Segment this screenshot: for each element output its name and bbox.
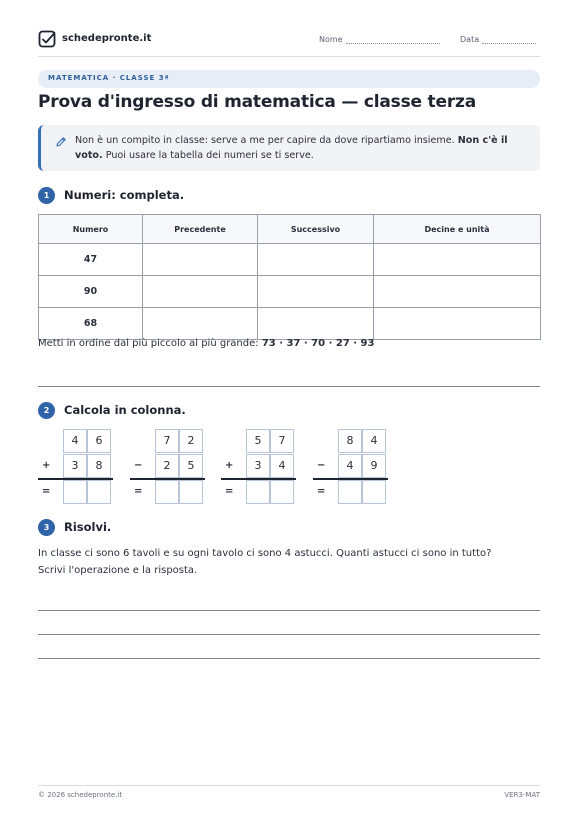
section-3-title: Risolvi. <box>64 520 112 534</box>
word-problem <box>38 545 540 579</box>
digit-cell: 3 <box>63 454 87 478</box>
digit-cell: 4 <box>270 454 294 478</box>
answer-cell-decine-unita[interactable] <box>374 276 541 308</box>
problem-text: In classe ci sono 6 tavoli e su ogni tavolo ci sono 4 astucci. Quanti astucci ci sono in tutto? <box>38 548 492 559</box>
digit-cell: 4 <box>63 429 87 453</box>
digit-cell: 4 <box>362 429 386 453</box>
date-blank[interactable] <box>482 35 536 44</box>
table-row <box>39 308 541 340</box>
note-text <box>75 133 535 163</box>
subject-tag <box>38 70 540 88</box>
digit-cell: 5 <box>179 454 203 478</box>
answer-cell-decine-unita[interactable] <box>374 308 541 340</box>
operator-sign: − <box>317 460 326 471</box>
result-cell[interactable] <box>338 480 362 504</box>
operator-sign: + <box>42 460 51 471</box>
result-cell[interactable] <box>155 480 179 504</box>
answer-line[interactable] <box>38 634 540 635</box>
note-no-grade: Non c'è il voto. <box>75 135 508 161</box>
date-label: Data <box>460 35 480 44</box>
digit-cell: 7 <box>270 429 294 453</box>
page-title: Prova d'ingresso di matematica — classe terza <box>38 92 476 112</box>
name-label: Nome <box>319 35 343 44</box>
digit-cell: 2 <box>155 454 179 478</box>
digit-cell: 9 <box>362 454 386 478</box>
answer-cell-successivo[interactable] <box>258 244 374 276</box>
pencil-icon <box>55 136 67 148</box>
digit-cell: 3 <box>246 454 270 478</box>
brand-name: schedepronte.it <box>62 33 152 44</box>
column-header: Numero <box>39 215 143 244</box>
result-cell[interactable] <box>270 480 294 504</box>
page-header <box>38 28 540 54</box>
result-cell[interactable] <box>63 480 87 504</box>
table-row <box>39 244 541 276</box>
result-cell[interactable] <box>246 480 270 504</box>
answer-line[interactable] <box>38 658 540 659</box>
answer-cell-precedente[interactable] <box>143 276 258 308</box>
result-cell[interactable] <box>362 480 386 504</box>
column-header: Precedente <box>143 215 258 244</box>
note-text-2: Puoi usare la tabella dei numeri se ti serve. <box>105 150 314 161</box>
section-2-badge: 2 <box>38 402 55 419</box>
order-prompt: Metti in ordine dal più piccolo al più grande: <box>38 338 259 349</box>
checkbox-logo-icon <box>38 30 56 48</box>
number-cell: 68 <box>39 308 143 340</box>
section-1-title: Numeri: completa. <box>64 188 185 202</box>
digit-cell: 7 <box>155 429 179 453</box>
number-cell: 47 <box>39 244 143 276</box>
answer-cell-precedente[interactable] <box>143 244 258 276</box>
answer-cell-successivo[interactable] <box>258 276 374 308</box>
problem-instruction: Scrivi l'operazione e la risposta. <box>38 565 198 576</box>
order-numbers: 73 · 37 · 70 · 27 · 93 <box>261 338 375 349</box>
footer-copyright: © 2026 schedepronte.it <box>38 791 123 799</box>
column-header: Decine e unità <box>374 215 541 244</box>
result-cell[interactable] <box>87 480 111 504</box>
equals-sign: = <box>134 486 143 497</box>
table-header-row <box>39 215 541 244</box>
number-cell: 90 <box>39 276 143 308</box>
worksheet-page <box>38 0 540 819</box>
digit-cell: 8 <box>87 454 111 478</box>
section-1-badge: 1 <box>38 187 55 204</box>
answer-cell-precedente[interactable] <box>143 308 258 340</box>
numbers-table <box>38 214 541 340</box>
order-instruction <box>38 338 374 349</box>
column-operation <box>38 429 113 503</box>
digit-cell: 2 <box>179 429 203 453</box>
column-header: Successivo <box>258 215 374 244</box>
answer-line[interactable] <box>38 386 540 387</box>
digit-cell: 8 <box>338 429 362 453</box>
note-text-1: Non è un compito in classe: serve a me per capire da dove ripartiamo insieme. <box>75 135 455 146</box>
digit-cell: 4 <box>338 454 362 478</box>
column-operation <box>221 429 296 503</box>
footer-divider <box>38 785 540 786</box>
table-row <box>39 276 541 308</box>
equals-sign: = <box>317 486 326 497</box>
subject-tag-label: MATEMATICA · CLASSE 3ª <box>48 74 170 82</box>
column-operation <box>313 429 388 503</box>
operator-sign: − <box>134 460 143 471</box>
footer-code: VER3-MAT <box>504 791 540 799</box>
name-blank[interactable] <box>346 35 440 44</box>
digit-cell: 5 <box>246 429 270 453</box>
equals-sign: = <box>42 486 51 497</box>
header-divider <box>38 56 540 57</box>
equals-sign: = <box>225 486 234 497</box>
date-field[interactable] <box>460 35 536 44</box>
section-2-title: Calcola in colonna. <box>64 403 186 417</box>
column-operation <box>130 429 205 503</box>
name-field[interactable] <box>319 35 440 44</box>
section-3-badge: 3 <box>38 519 55 536</box>
answer-line[interactable] <box>38 610 540 611</box>
result-cell[interactable] <box>179 480 203 504</box>
answer-cell-successivo[interactable] <box>258 308 374 340</box>
answer-cell-decine-unita[interactable] <box>374 244 541 276</box>
teacher-note <box>38 125 540 171</box>
operator-sign: + <box>225 460 234 471</box>
digit-cell: 6 <box>87 429 111 453</box>
